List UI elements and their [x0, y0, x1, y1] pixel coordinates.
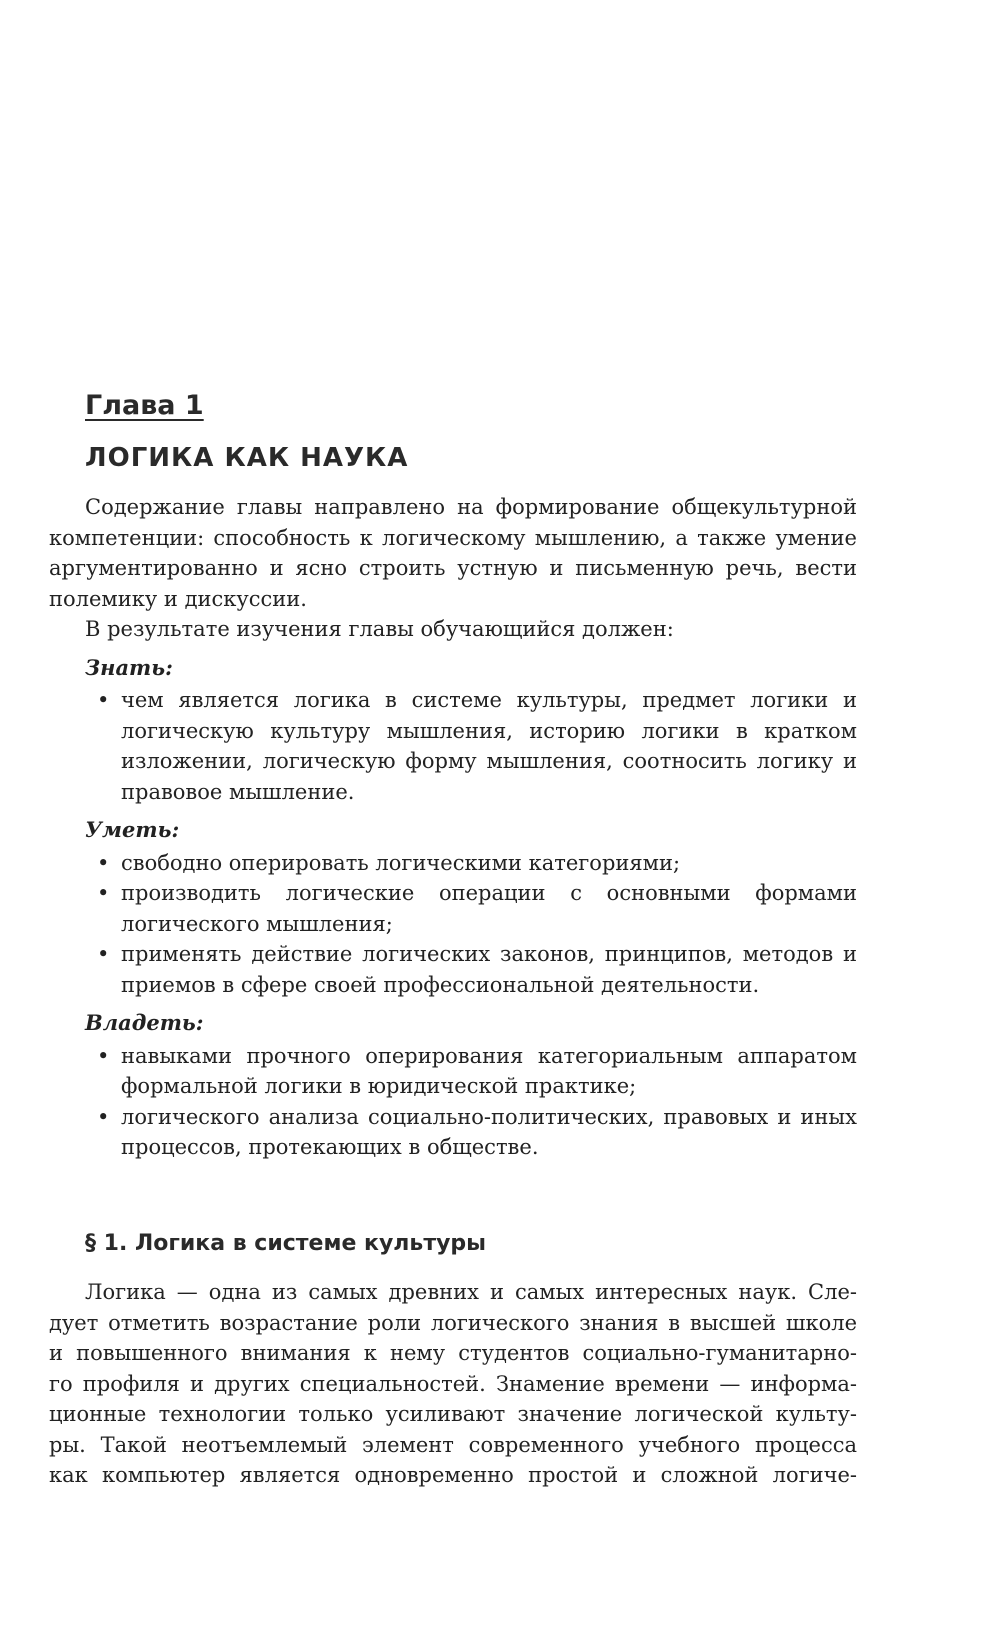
list-item	[97, 1041, 857, 1102]
list-item	[97, 1102, 857, 1163]
text-line: Логика — одна из самых древних и самых интересных наук. Сле-	[85, 1280, 857, 1304]
requirements-heading-know: Знать:	[85, 654, 173, 680]
list-item	[97, 848, 857, 879]
text-line: как компьютер является одновременно простой и сложной логиче-	[49, 1463, 857, 1487]
list-item-text: применять действие логических законов, принципов, методов и приемов в сфере своей профессиональной деятельности.	[121, 942, 857, 997]
intro-paragraph: В результате изучения главы обучающийся должен:	[85, 617, 674, 641]
section-body	[49, 1277, 857, 1491]
bullet-icon: •	[97, 1043, 110, 1068]
requirements-list-able	[49, 848, 857, 1001]
list-item-text: логического анализа социально-политических, правовых и иных процессов, протекающих в обществе.	[121, 1104, 857, 1159]
list-item-text: чем является логика в системе культуры, предмет логики и логическую культуру мышления, историю логики в кратком изложении, логическую форму мышления, соотносить логику и правовое мышление.	[121, 688, 857, 804]
text-line: ционные технологии только усиливают значение логической культу-	[49, 1402, 857, 1426]
bullet-icon: •	[97, 881, 110, 905]
chapter-intro	[49, 492, 857, 1163]
list-item-text: производить логические операции с основными формами логического мышления;	[121, 881, 857, 936]
bullet-icon: •	[97, 850, 110, 875]
intro-paragraph: Содержание главы направлено на формирование общекультурной компетенции: способность к логическому мышлению, а также умение аргументированно и ясно строить устную и письменную речь, вести полемику и дискуссии.	[49, 495, 857, 611]
section-title: § 1. Логика в системе культуры	[85, 1231, 487, 1256]
list-item	[97, 878, 857, 939]
requirements-heading-able: Уметь:	[85, 817, 180, 842]
requirements-list-know	[49, 685, 857, 807]
chapter-label: Глава 1	[85, 390, 204, 421]
bullet-icon: •	[97, 1104, 110, 1129]
requirements-heading-master: Владеть:	[85, 1010, 204, 1035]
chapter-title: ЛОГИКА КАК НАУКА	[85, 443, 409, 473]
text-line: и повышенного внимания к нему студентов социально-гуманитарно-	[49, 1341, 857, 1365]
list-item-text: свободно оперировать логическими категориями;	[121, 850, 681, 875]
text-line: ры. Такой неотъемлемый элемент современного учебного процесса	[49, 1432, 857, 1457]
list-item-text: навыками прочного оперирования категориальным аппаратом формальной логики в юридической практике;	[121, 1043, 857, 1098]
list-item	[97, 685, 857, 807]
requirements-list-master	[49, 1041, 857, 1163]
bullet-icon: •	[97, 942, 110, 966]
list-item	[97, 939, 857, 1000]
text-line: го профиля и других специальностей. Знамение времени — информа-	[49, 1371, 857, 1396]
text-line: дует отметить возрастание роли логического знания в высшей школе	[49, 1310, 857, 1335]
bullet-icon: •	[97, 688, 110, 712]
